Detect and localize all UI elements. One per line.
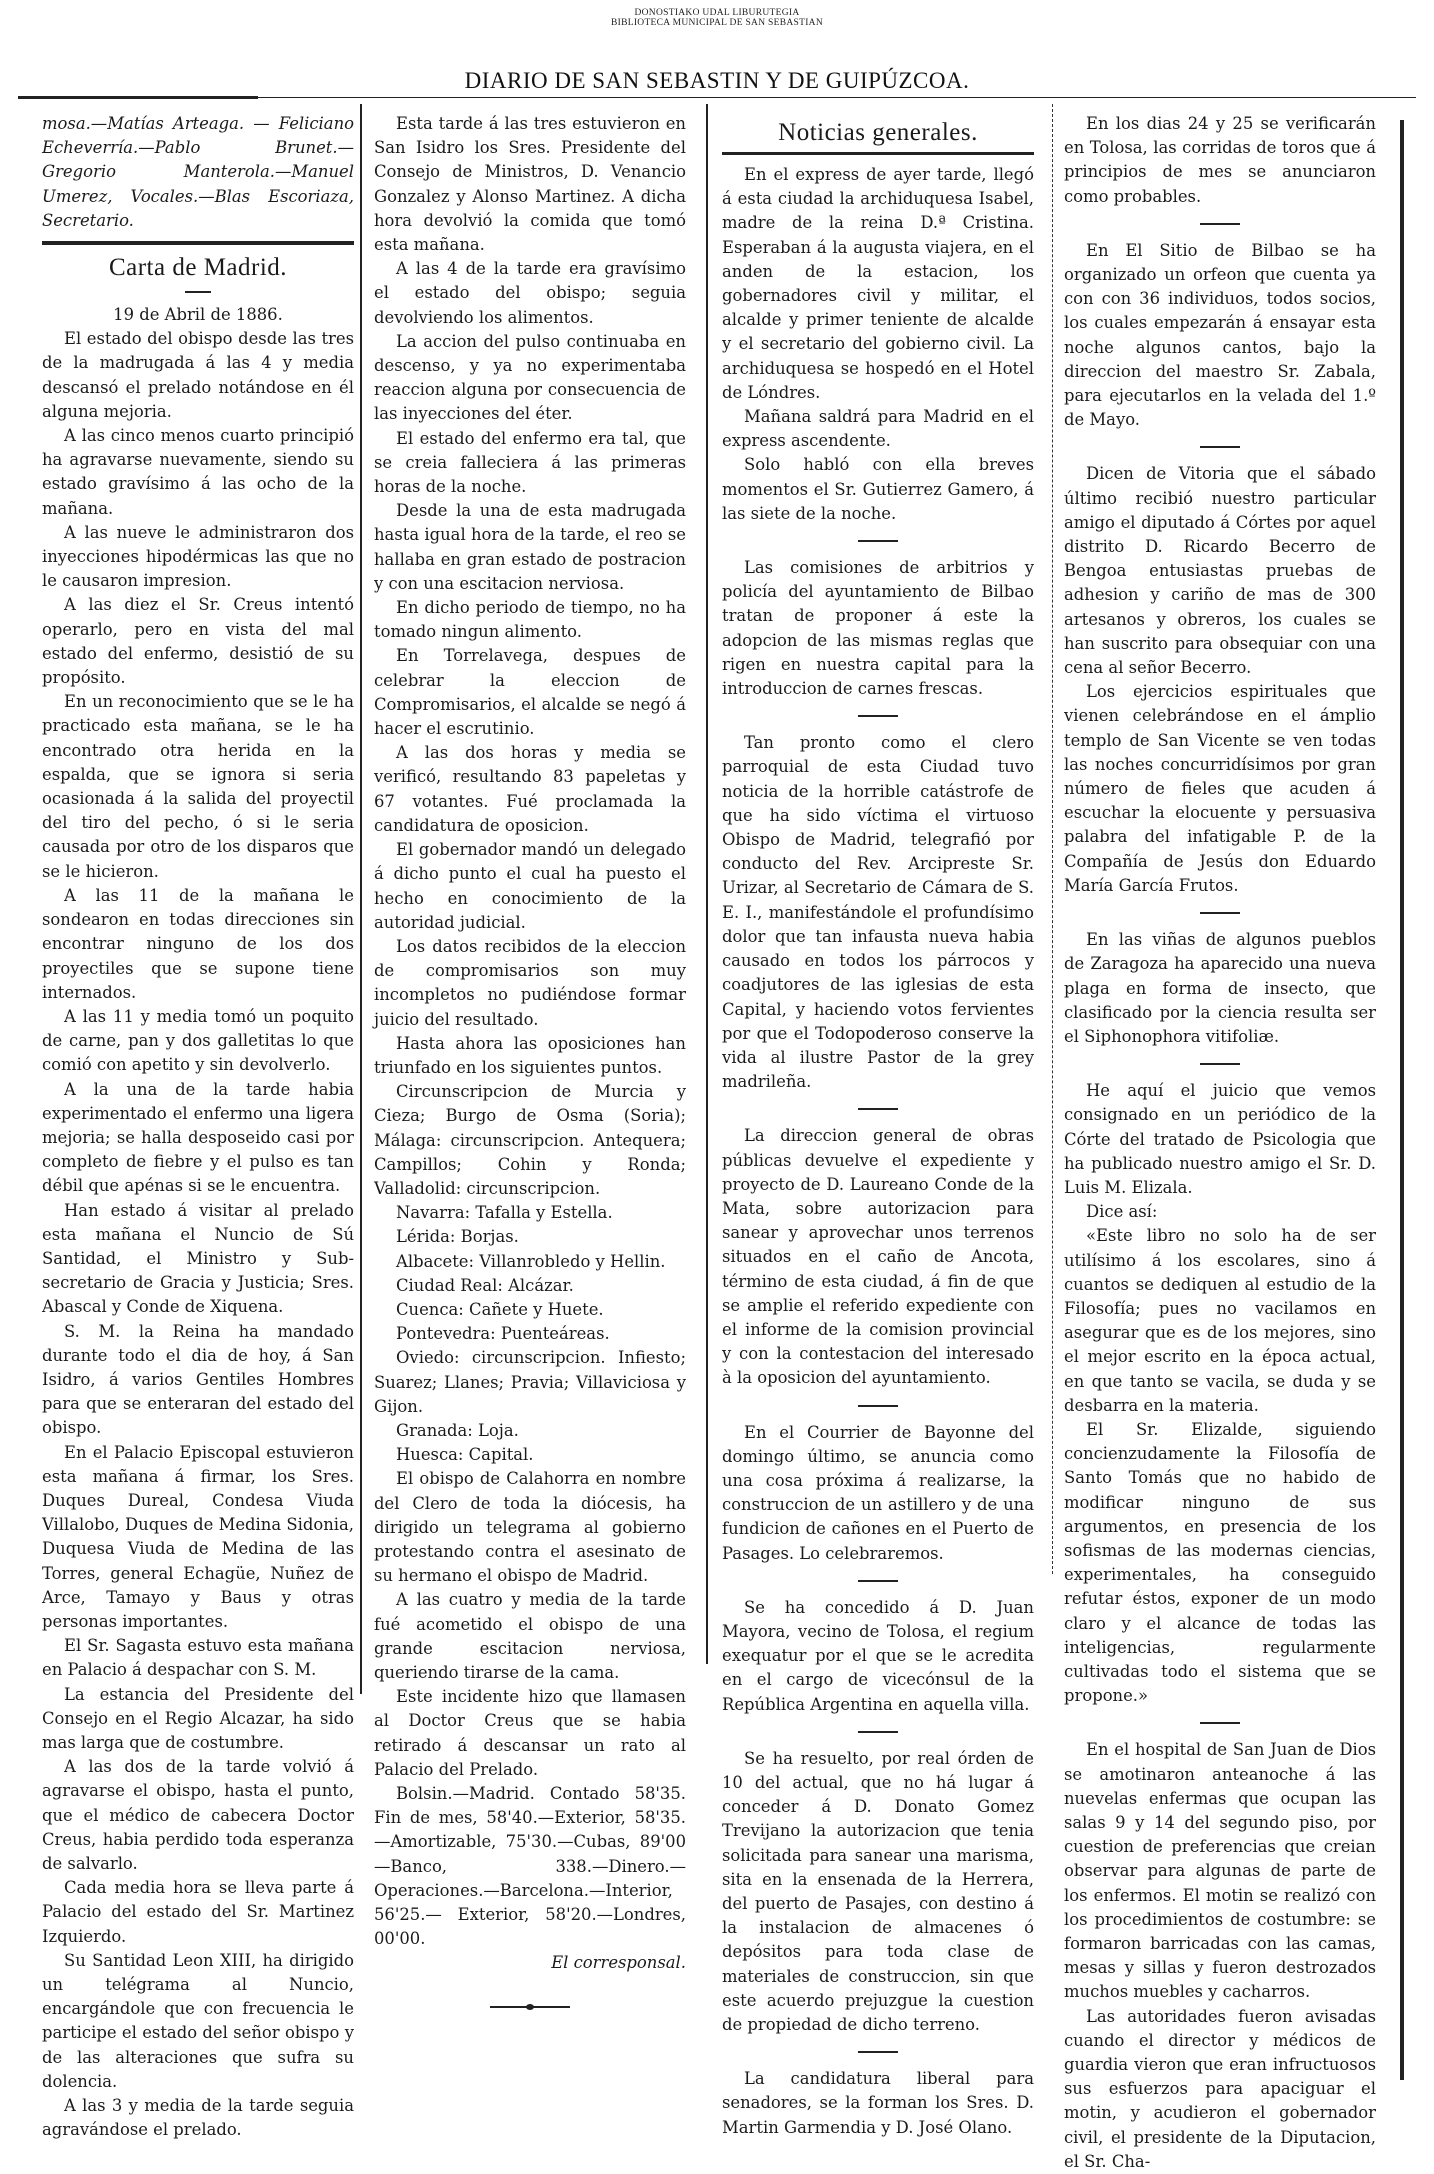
library-stamp-line-2: BIBLIOTECA MUNICIPAL DE SAN SEBASTIAN <box>610 18 824 28</box>
continuation-text: mosa.—Matías Arteaga. — Feliciano Echeverría.—Pablo Brunet.—Gregorio Manterola.—Manuel Umerez, Vocales.—Blas Escoriaza, Secretario. <box>42 114 354 230</box>
news-item <box>722 1747 1034 2037</box>
news-item <box>722 163 1034 526</box>
news-item <box>1064 1738 1376 2174</box>
section-rule <box>42 241 354 245</box>
news-item <box>1064 112 1376 209</box>
paragraph: La estancia del Presidente del Consejo en el Regio Alcazar, ha sido mas larga que de costumbre. <box>42 1684 354 1752</box>
paragraph: A las nueve le administraron dos inyecciones hipodérmicas las que no le causaron impresion. <box>42 522 354 591</box>
item-separator <box>1200 1722 1240 1724</box>
column-3 <box>722 112 1034 2140</box>
column-divider <box>1052 104 1053 1574</box>
column-divider <box>360 104 362 1694</box>
news-item <box>1064 928 1376 1049</box>
paragraph: A las dos horas y media se verificó, resultando 83 papeletas y 67 votantes. Fué proclamada la candidatura de oposicion. <box>374 743 686 835</box>
paragraph: En las viñas de algunos pueblos de Zaragoza ha aparecido una nueva plaga en forma de insecto, que clasificado por la ciencia resulta ser el Siphonophora vitifoliæ. <box>1064 930 1376 1046</box>
item-separator <box>1200 1063 1240 1065</box>
article-body-continued <box>374 112 686 1201</box>
paragraph: En el hospital de San Juan de Dios se amotinaron anteanoche á las nuevelas enfermas que ocupan las salas 9 y 14 del segundo piso, por cuestion de preferencias que creian observar para algunas de parte de los enfermos. El motin se realizó con los procedimientos de costumbre: se formaron barricadas con las camas, mesas y sillas y fueron destrozados muchos muebles y cacharros. <box>1064 1740 1376 2002</box>
paragraph: A las cuatro y media de la tarde fué acometido el obispo de una grande escitacion nerviosa, queriendo tirarse de la cama. <box>374 1590 686 1682</box>
paragraph: S. M. la Reina ha mandado durante todo el dia de hoy, á San Isidro, á varios Gentiles Hombres para que se enteraran del estado del obispo. <box>42 1321 354 1438</box>
signoff: El corresponsal. <box>551 1953 686 1973</box>
item-separator <box>1200 446 1240 448</box>
news-items <box>722 163 1034 2140</box>
news-item <box>722 1421 1034 1566</box>
article-body-end <box>374 1467 686 1951</box>
paragraph: A las 11 y media tomó un poquito de carne, pan y dos galletitas lo que comió con apetito y sin devolverlo. <box>42 1006 354 1075</box>
paragraph: A las cinco menos cuarto principió ha agravarse nuevamente, siendo su estado gravísimo á las ocho de la mañana. <box>42 426 354 518</box>
paragraph: Albacete: Villanrobledo y Hellin. <box>396 1251 666 1271</box>
paragraph: Dice así: <box>1086 1202 1158 1222</box>
paragraph: Cuenca: Cañete y Huete. <box>396 1299 604 1319</box>
paragraph: Las comisiones de arbitrios y policía del ayuntamiento de Bilbao tratan de proponer á este la adopcion de las mismas reglas que rigen en nuestra capital para la introduccion de carnes frescas. <box>722 558 1034 699</box>
paragraph: Circunscripcion de Murcia y Cieza; Burgo de Osma (Soria); Málaga: circunscripcion. Antequera; Campillos; Cohin y Ronda; Valladolid: circunscripcion. <box>374 1082 686 1198</box>
item-separator <box>858 540 898 542</box>
paragraph: En un reconocimiento que se le ha practicado esta mañana, se le ha encontrado otra herida en la espalda, que se ignora si seria ocasionada á la salida del proyectil del tiro del pecho, ó si le seria causada por otro de los disparos que se le hicieron. <box>42 692 354 881</box>
paragraph: En los dias 24 y 25 se verificarán en Tolosa, las corridas de toros que á principios de mes se anunciaron como probables. <box>1064 114 1376 206</box>
paragraph: A las 3 y media de la tarde seguia agravándose el prelado. <box>42 2096 354 2140</box>
paragraph: Pontevedra: Puenteáreas. <box>396 1324 610 1344</box>
paragraph: Este incidente hizo que llamasen al Doctor Creus que se habia retirado á descansar un rato al Palacio del Prelado. <box>374 1687 686 1779</box>
paragraph: Navarra: Tafalla y Estella. <box>396 1203 613 1223</box>
paragraph: Tan pronto como el clero parroquial de esta Ciudad tuvo noticia de la horrible catástrofe de que ha sido víctima el virtuoso Obispo de Madrid, telegrafió por conducto del Rev. Arcipreste Sr. Urizar, al Secretario de Cámara de S. E. I., manifestándole el profundísimo dolor que tan infausta nueva habia causado en todos los párrocos y coadjutores de las iglesias de esta Capital, y haciendo votos fervientes por que el Todopoderoso conserve la vida al ilustre Pastor de la grey madrileña. <box>722 733 1034 1092</box>
paragraph: El Sr. Sagasta estuvo esta mañana en Palacio á despachar con S. M. <box>42 1636 354 1680</box>
paragraph: Han estado á visitar al prelado esta mañana el Nuncio de Sú Santidad, el Ministro y Sub-secretario de Gracia y Justicia; Sres. Abascal y Conde de Xiquena. <box>42 1200 354 1317</box>
article-body <box>42 327 354 2142</box>
paragraph: El gobernador mandó un delegado á dicho punto el cual ha puesto el hecho en conocimiento de la autoridad judicial. <box>374 840 686 932</box>
item-separator <box>858 1108 898 1110</box>
paragraph: Cada media hora se lleva parte á Palacio del estado del Sr. Martinez Izquierdo. <box>42 1878 354 1946</box>
paragraph: Desde la una de esta madrugada hasta igual hora de la tarde, el reo se hallaba en gran estado de postracion y con una escitacion nerviosa. <box>374 501 686 593</box>
paragraph: El estado del enfermo era tal, que se creia falleciera á las primeras horas de la noche. <box>374 428 686 497</box>
item-separator <box>1200 223 1240 225</box>
news-items <box>1064 112 1376 2174</box>
paragraph: A las 11 de la mañana le sondearon en todas direcciones sin encontrar ninguno de los dos proyectiles que se supone tiene internados. <box>42 885 354 1002</box>
paragraph: Hasta ahora las oposiciones han triunfado en los siguientes puntos. <box>374 1033 686 1077</box>
paragraph: En dicho periodo de tiempo, no ha tomado ningun alimento. <box>374 598 686 642</box>
library-stamp-line-1: DONOSTIAKO UDAL LIBURUTEGIA <box>634 8 800 18</box>
column-divider <box>706 104 708 1664</box>
paragraph: A las dos de la tarde volvió á agravarse el obispo, hasta el punto, que el médico de cabecera Doctor Creus, habia perdido toda esperanza de salvarlo. <box>42 1757 354 1874</box>
paragraph: La accion del pulso continuaba en descenso, y ya no experimentaba reaccion alguna por consecuencia de las inyecciones del éter. <box>374 331 686 424</box>
paragraph: «Este libro no solo ha de ser utilísimo á los escolares, sino á cuantos se dediquen al estudio de la Filosofía; pues no vacilamos en asegurar que es de los mejores, sino el mejor escrito en la época actual, en que tanto se vacila, se duda y se desbarra en la materia. <box>1064 1226 1376 1415</box>
paragraph: Huesca: Capital. <box>396 1445 534 1465</box>
section-title-noticias-generales: Noticias generales. <box>778 119 978 146</box>
item-separator <box>858 1405 898 1407</box>
paragraph: Se ha resuelto, por real órden de 10 del actual, que no há lugar á conceder á D. Donato Gomez Trevijano la autorizacion que tenia solicitada para sanear una marisma, sita en la ensenada de la Herrera, del puerto de Pasajes, con destino á la instalacion de almacenes ó depósitos para toda clase de materiales de construccion, sin que este acuerdo prejuzgue la cuestion de propiedad de dicho terreno. <box>722 1748 1034 2035</box>
paragraph: La candidatura liberal para senadores, se la forman los Sres. D. Martin Garmendia y D. José Olano. <box>722 2069 1034 2137</box>
dateline: 19 de Abril de 1886. <box>113 305 283 325</box>
end-ornament <box>490 2006 570 2008</box>
library-stamp <box>0 8 1434 28</box>
paragraph: A las 4 de la tarde era gravísimo el estado del obispo; seguia devolviendo los alimentos. <box>374 259 686 327</box>
news-item <box>722 1124 1034 1390</box>
paragraph: El obispo de Calahorra en nombre del Clero de toda la diócesis, ha dirigido un telegrama al gobierno protestando contra el asesinato de su hermano el obispo de Madrid. <box>374 1469 686 1586</box>
election-results-list <box>374 1201 686 1467</box>
paragraph: He aquí el juicio que vemos consignado en un periódico de la Córte del tratado de Psicologia que ha publicado nuestro amigo el Sr. D. Luis M. Elizala. <box>1064 1081 1376 1197</box>
paragraph: En Torrelavega, despues de celebrar la eleccion de Compromisarios, el alcalde se negó á hacer el escrutinio. <box>374 646 686 739</box>
news-item <box>722 731 1034 1094</box>
paragraph: Esta tarde á las tres estuvieron en San Isidro los Sres. Presidente del Consejo de Ministros, D. Venancio Gonzalez y Alonso Martinez. A dicha hora devolvió la comida que tomó esta mañana. <box>374 114 686 255</box>
paragraph: El Sr. Elizalde, siguiendo concienzudamente la Filosofía de Santo Tomás que no habido de modificar ninguno de sus argumentos, en presencia de los sofismas de las modernas ciencias, experimentales, ha conseguido refutar éstos, exponer de un modo claro y el alcance de todas las inteligencias, regularmente cultivadas todo el sistema que se propone.» <box>1064 1419 1376 1706</box>
section-title-carta-de-madrid: Carta de Madrid. <box>108 254 288 282</box>
paragraph: Su Santidad Leon XIII, ha dirigido un telégrama al Nuncio, encargándole que con frecuencia le participe el estado del señor obispo y de las alteraciones que sufra su dolencia. <box>42 1950 354 2091</box>
paragraph: Mañana saldrá para Madrid en el express ascendente. <box>722 407 1034 451</box>
paragraph: Se ha concedido á D. Juan Mayora, vecino de Tolosa, el regium exequatur por el que se le acredita en el cargo de vicecónsul de la República Argentina en aquella villa. <box>722 1597 1034 1714</box>
paragraph: Ciudad Real: Alcázar. <box>396 1275 574 1295</box>
paragraph: Los ejercicios espirituales que vienen celebrándose en el ámplio templo de San Vicente se ven todas las noches concurridísimos por gran número de fieles que acuden á escuchar la elocuente y persuasiva palabra del infatigable P. de la Compañía de Jesús don Eduardo María García Frutos. <box>1064 682 1376 895</box>
page-edge <box>1400 120 1404 2080</box>
paragraph: Lérida: Borjas. <box>396 1227 519 1247</box>
paragraph: A la una de la tarde habia experimentado el enfermo una ligera mejoria; se halla desposeido casi por completo de fiebre y el pulso es tan débil que apénas si se le encuentra. <box>42 1079 354 1196</box>
column-4 <box>1064 112 1376 2174</box>
masthead-rule-thick <box>18 96 258 99</box>
item-separator <box>858 1731 898 1733</box>
paragraph: Las autoridades fueron avisadas cuando el director y médicos de guardia vieron que eran infructuosos sus esfuerzos para apaciguar el motin, y acudieron el gobernador civil, el presidente de la Diputacion, el Sr. Cha- <box>1064 2006 1376 2171</box>
paragraph: Bolsin.—Madrid. Contado 58'35. Fin de mes, 58'40.—Exterior, 58'35. —Amortizable, 75'30.—Cubas, 89'00 —Banco, 338.—Dinero.—Operaciones.—Barcelona.—Interior, 56'25.— Exterior, 58'20.—Londres, 00'00. <box>374 1784 686 1949</box>
paragraph: Oviedo: circunscripcion. Infiesto; Suarez; Llanes; Pravia; Villaviciosa y Gijon. <box>374 1348 686 1416</box>
paragraph: A las diez el Sr. Creus intentó operarlo, pero en vista del mal estado del enfermo, desistió de su propósito. <box>42 595 354 688</box>
masthead: DIARIO DE SAN SEBASTIN Y DE GUIPÚZCOA. <box>464 68 970 93</box>
paragraph: Solo habló con ella breves momentos el Sr. Gutierrez Gamero, á las siete de la noche. <box>722 455 1034 523</box>
news-item <box>1064 239 1376 433</box>
news-item <box>722 556 1034 701</box>
item-separator <box>1200 912 1240 914</box>
column-2 <box>374 112 686 2008</box>
paragraph: Granada: Loja. <box>396 1420 519 1440</box>
title-dash <box>185 291 211 293</box>
news-item <box>722 1596 1034 1717</box>
paragraph: En el Palacio Episcopal estuvieron esta mañana á firmar, los Sres. Duques Dureal, Condesa Viuda Villalobo, Duques de Medina Sidonia, Duquesa Viuda de Medina de las Torres, general Echagüe, Nuñez de Arce, Tamayo y Baus y otras personas importantes. <box>42 1442 354 1631</box>
paragraph: El estado del obispo desde las tres de la madrugada á las 4 y media descansó el prelado notándose en él alguna mejoria. <box>42 329 354 421</box>
news-item <box>1064 462 1376 898</box>
news-item <box>1064 1079 1376 1708</box>
column-1 <box>42 112 354 2142</box>
paragraph: Los datos recibidos de la eleccion de compromisarios son muy incompletos no pudiéndose formar juicio del resultado. <box>374 936 686 1029</box>
item-separator <box>858 2051 898 2053</box>
item-separator <box>858 715 898 717</box>
paragraph: Dicen de Vitoria que el sábado último recibió nuestro particular amigo el diputado á Córtes por aquel distrito D. Ricardo Becerro de Bengoa entusiastas pruebas de adhesion y cariño de mas de 300 artesanos y obreros, los cuales se han suscrito para obsequiar con una cena al señor Becerro. <box>1064 464 1376 678</box>
item-separator <box>858 1580 898 1582</box>
section-rule <box>722 152 1034 155</box>
paragraph: En el express de ayer tarde, llegó á esta ciudad la archiduquesa Isabel, madre de la reina D.ª Cristina. Esperaban á la augusta viajera, en el anden de la estacion, los gobernadores civil y militar, el alcalde y primer teniente de alcalde y el secretario del gobierno civil. La archiduquesa se hospedó en el Hotel de Lóndres. <box>722 165 1034 402</box>
news-item <box>722 2067 1034 2140</box>
paragraph: En El Sitio de Bilbao se ha organizado un orfeon que cuenta ya con con 36 individuos, todos socios, los cuales empezarán á ensayar esta noche algunos cantos, bajo la direccion del maestro Sr. Zabala, para ejecutarlos en la velada del 1.º de Mayo. <box>1064 240 1376 430</box>
paragraph: La direccion general de obras públicas devuelve el expediente y proyecto de D. Laureano Conde de la Mata, sobre autorizacion para sanear y aprovechar unos terrenos situados en el caño de Ancota, término de esta ciudad, á fin de que se amplie el referido expediente con el informe de la comision provincial y con la contestacion del interesado à la oposicion del ayuntamiento. <box>722 1126 1034 1388</box>
paragraph: En el Courrier de Bayonne del domingo último, se anuncia como una cosa próxima á realizarse, la construccion de un astillero y de una fundicion de cañones en el Puerto de Pasages. Lo celebraremos. <box>722 1422 1034 1563</box>
